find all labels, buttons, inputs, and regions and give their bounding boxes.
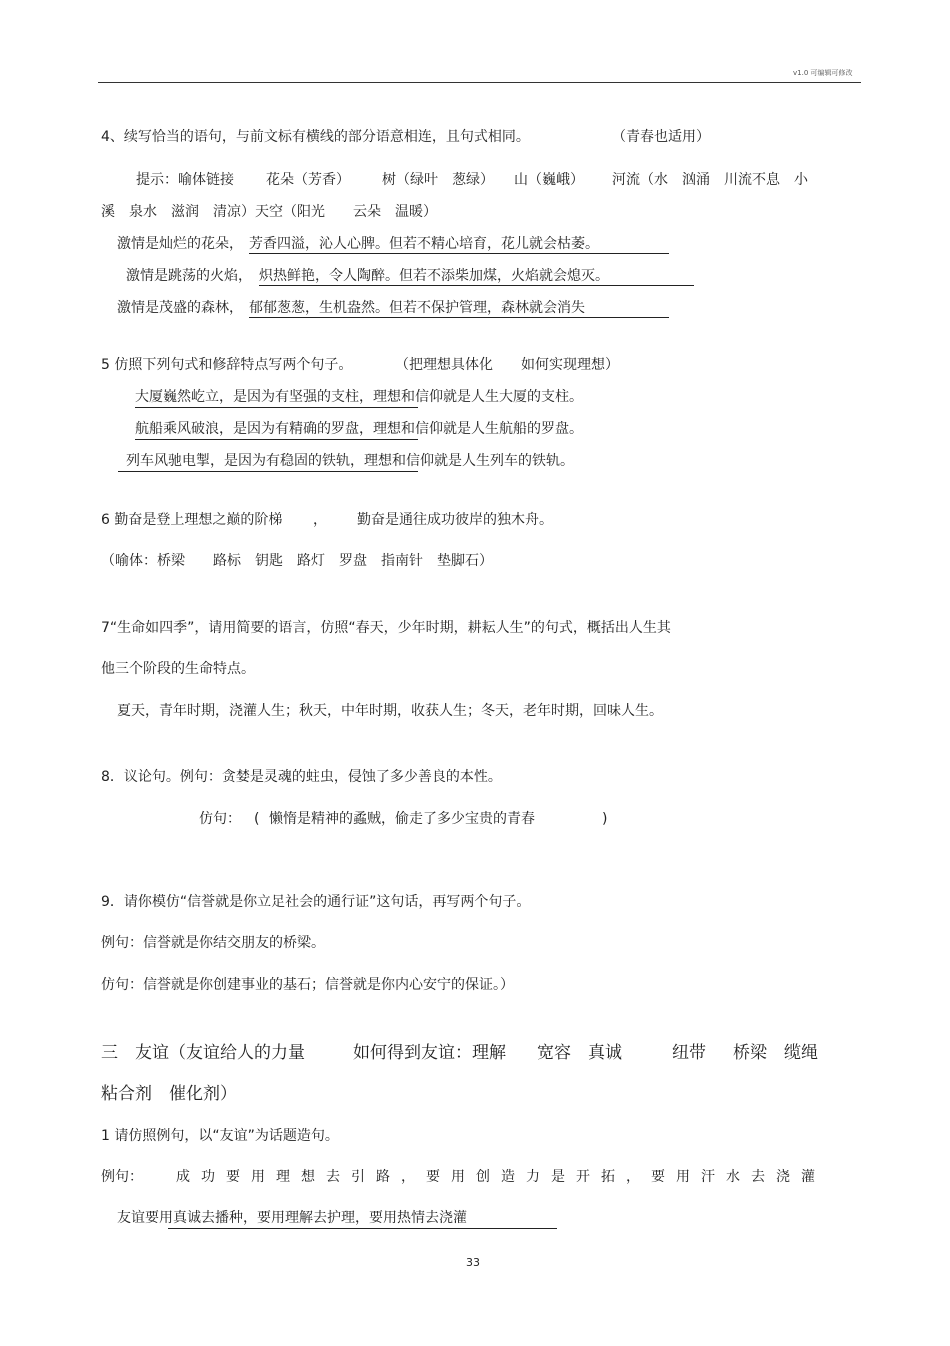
q4-note: （青春也适用）	[612, 129, 710, 145]
q5-line3-underlined: 列车风驰电掣，是因为有稳固的铁轨，理想	[126, 453, 392, 469]
q4-answer2-underline	[259, 285, 694, 286]
q8-close-paren: )	[602, 811, 608, 827]
q4-answer1: 芳香四溢，沁人心脾。但若不精心培育，花儿就会枯萎。	[249, 236, 599, 252]
q5-line3	[126, 452, 574, 470]
q5-line3-underline	[118, 471, 418, 472]
q5-line2-underlined: 航船乘风破浪，是因为有精确的罗盘，理想	[135, 421, 401, 437]
section3-heading-c: 宽容 真诚	[537, 1043, 622, 1063]
q6-metaphors: （喻体：桥梁 路标 钥匙 路灯 罗盘 指南针 垫脚石）	[101, 553, 493, 569]
q4-answer2: 炽热鲜艳，令人陶醉。但若不添柴加煤，火焰就会熄灭。	[259, 268, 609, 284]
q5-title: 5 仿照下列句式和修辞特点写两个句子。	[101, 357, 353, 373]
q8-open-paren: (	[254, 811, 260, 827]
q4-answer3: 郁郁葱葱，生机盎然。但若不保护管理，森林就会消失	[249, 300, 585, 316]
q4-hint-line2: 溪 泉水 滋润 清凉）天空（阳光 云朵 温暖）	[101, 204, 437, 220]
q4-hint-mountain: 山（巍峨）	[514, 172, 584, 188]
q6-line-b: 勤奋是通往成功彼岸的独木舟。	[357, 512, 553, 528]
section3-heading-a: 三 友谊（友谊给人的力量	[101, 1043, 305, 1063]
q4-hint-tree: 树（绿叶 葱绿）	[382, 172, 494, 188]
section3-heading-e: 桥梁 缆绳	[733, 1043, 818, 1063]
section3-heading-line2: 粘合剂 催化剂）	[101, 1084, 237, 1104]
q8-answer: 懒惰是精神的蟊贼，偷走了多少宝贵的青春	[269, 811, 535, 827]
section3-answer	[117, 1209, 467, 1227]
q4-hint-flower: 花朵（芳香）	[266, 172, 350, 188]
version-label: v1.0 可编辑可修改	[793, 69, 853, 77]
q7-title-line2: 他三个阶段的生命特点。	[101, 661, 255, 677]
q4-answer1-lead: 激情是灿烂的花朵，	[117, 236, 243, 252]
q4-title: 4、续写恰当的语句，与前文标有横线的部分语意相连，且句式相同。	[101, 129, 530, 145]
q5-line2-underline	[135, 439, 418, 440]
q5-line1	[135, 388, 583, 406]
q5-note: （把理想具体化 如何实现理想）	[395, 357, 619, 373]
section3-answer-underlined: 用真诚去播种，要用理解去护理，要用热情去浇灌	[159, 1210, 467, 1226]
q7-title-line1: 7“生命如四季”，请用简要的语言，仿照“春天，少年时期，耕耘人生”的句式，概括出人生其	[101, 620, 671, 636]
q9-imitation: 仿句：信誉就是你创建事业的基石；信誉就是你内心安宁的保证。）	[101, 977, 514, 993]
q4-hint-river: 河流（水 汹涌 川流不息 小	[612, 172, 808, 188]
q4-answer3-lead: 激情是茂盛的森林，	[117, 300, 243, 316]
section3-example-text: 成功要用理想去引路，要用创造力是开拓，要用汗水去浇灌	[176, 1169, 826, 1185]
page-number: 33	[466, 1256, 480, 1269]
q5-line1-rest: 和信仰就是人生大厦的支柱。	[401, 389, 583, 405]
q6-line-a: 6 勤奋是登上理想之巅的阶梯	[101, 512, 283, 528]
section3-q1-title: 1 请仿照例句，以“友谊”为话题造句。	[101, 1128, 339, 1144]
q7-answer: 夏天，青年时期，浇灌人生；秋天，中年时期，收获人生；冬天，老年时期，回味人生。	[117, 703, 663, 719]
q5-line3-rest: 和信仰就是人生列车的铁轨。	[392, 453, 574, 469]
q9-title: 9．请你模仿“信誉就是你立足社会的通行证”这句话，再写两个句子。	[101, 894, 531, 910]
q4-answer3-underline	[249, 317, 669, 318]
section3-example-label: 例句：	[101, 1169, 143, 1185]
section3-heading-d: 纽带	[672, 1043, 706, 1063]
q8-title: 8．议论句。例句：贪婪是灵魂的蛀虫，侵蚀了多少善良的本性。	[101, 769, 502, 785]
q4-answer2-lead: 激情是跳荡的火焰，	[126, 268, 252, 284]
section3-heading-b: 如何得到友谊：理解	[353, 1043, 506, 1063]
q4-answer1-underline	[249, 253, 669, 254]
q9-example: 例句：信誉就是你结交朋友的桥梁。	[101, 935, 325, 951]
q5-line2-rest: 和信仰就是人生航船的罗盘。	[401, 421, 583, 437]
q5-line1-underlined: 大厦巍然屹立，是因为有坚强的支柱，理想	[135, 389, 401, 405]
q5-line2	[135, 420, 583, 438]
header-rule	[98, 82, 861, 83]
q4-hint-label: 提示：喻体链接	[136, 172, 234, 188]
q8-label: 仿句：	[199, 811, 241, 827]
q5-line1-underline	[135, 407, 418, 408]
section3-answer-lead: 友谊要	[117, 1210, 159, 1226]
q6-comma: ，	[313, 512, 327, 528]
section3-answer-underline	[168, 1228, 557, 1229]
